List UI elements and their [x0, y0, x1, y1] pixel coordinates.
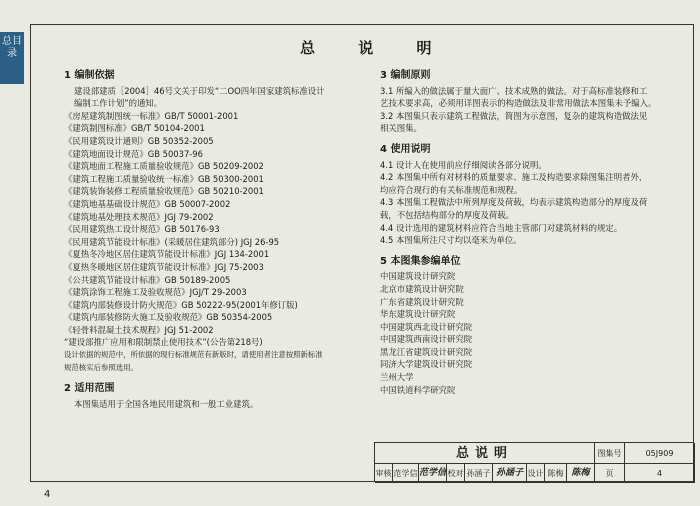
usage-line: 4.4 设计选用的建筑材料应符合当地主管部门对建筑材料的规定。 [380, 222, 623, 233]
standard-item: 《民用建筑节能设计标准》(采暖居住建筑部分) JGJ 26-95 [64, 236, 280, 247]
reviewer-name: 范学信 [393, 464, 419, 483]
titleblock-page-number: 4 [625, 464, 695, 483]
sidetab-contents[interactable]: 总目录 [0, 32, 24, 84]
standard-item: 《建筑地面工程施工质量验收规范》GB 50209-2002 [64, 161, 264, 172]
participating-unit: 黑龙江省建筑设计研究院 [380, 346, 473, 357]
usage-line: 4.1 设计人在使用前应仔细阅读各部分说明。 [380, 159, 547, 170]
page-title: 总 说 明 [300, 39, 451, 57]
section-heading: 1 编制依据 [64, 70, 115, 81]
usage-line: 4.5 本图集所注尺寸均以毫米为单位。 [380, 235, 522, 246]
check-label: 校对 [447, 464, 465, 483]
standard-item: 《建筑工程施工质量验收统一标准》GB 50300-2001 [64, 173, 264, 184]
standard-item: 《夏热冬冷地区居住建筑节能设计标准》JGJ 134-2001 [64, 249, 270, 260]
section-heading: 2 适用范围 [64, 383, 115, 395]
note-line: 设计依据的规范中，所依据的现行标准规范有新版时，请使用者注意按照新标准 [64, 350, 323, 360]
atlas-number: 05J909 [625, 443, 695, 464]
standard-item: 《建筑内部装修防火施工及验收规范》GB 50354-2005 [64, 312, 273, 323]
participating-unit: 中国建筑西北设计研究院 [380, 321, 473, 332]
left-column [64, 70, 325, 410]
section-heading: 3 编制原则 [380, 70, 431, 81]
standard-item: 《房屋建筑制图统一标准》GB/T 50001-2001 [64, 110, 239, 121]
intro-line: 编制工作计划”的通知。 [74, 98, 163, 109]
atlas-label: 图集号 [595, 443, 625, 464]
standard-item: 《建筑装饰装修工程质量验收规范》GB 50210-2001 [64, 186, 264, 197]
usage-line: 4.3 本图集工程做法中所列厚度及荷载，均表示建筑构造部分的厚度及荷 [380, 197, 648, 208]
designer-signature: 陈梅 [567, 464, 595, 483]
standard-item: “建设部推广应用和限制禁止使用技术”(公告第218号) [64, 337, 263, 348]
paragraph: 本图集适用于全国各地民用建筑和一般工业建筑。 [74, 398, 259, 409]
standard-item: 《建筑制图标准》GB/T 50104-2001 [64, 123, 205, 134]
usage-line: 载，不包括结构部分的厚度及荷载。 [380, 209, 514, 220]
standard-item: 《建筑地基处理技术规范》JGJ 79-2002 [64, 211, 214, 222]
page-label: 页 [595, 464, 625, 483]
titleblock-title: 总说明 [375, 443, 595, 464]
section-heading: 5 本图集参编单位 [380, 255, 461, 267]
participating-unit: 北京市建筑设计研究院 [380, 283, 464, 294]
reviewer-signature: 范学信 [419, 464, 447, 483]
standard-item: 《建筑内部装修设计防火规范》GB 50222-95(2001年修订版) [64, 299, 298, 310]
section-heading: 4 使用说明 [380, 143, 431, 155]
participating-unit: 华东建筑设计研究院 [380, 309, 456, 320]
intro-line: 建设部建质［2004］46号文关于印发“二OO四年国家建筑标准设计 [74, 85, 325, 96]
principle-line: 艺技术要求高，必须用详图表示的构造做法及非常用做法本图集未予编入。 [380, 98, 657, 109]
design-label: 设计 [527, 464, 545, 483]
standard-item: 《民用建筑热工设计规范》GB 50176-93 [64, 224, 220, 235]
usage-line: 均应符合现行的有关标准规范和规程。 [380, 184, 523, 195]
standard-item: 《民用建筑设计通则》GB 50352-2005 [64, 135, 214, 146]
standard-item: 《建筑地面设计规范》GB 50037-96 [64, 148, 203, 159]
usage-line: 4.2 本图集中所有对材料的质量要求、施工及构造要求除图集注明者外， [380, 172, 648, 183]
standard-item: 《建筑地基基础设计规范》GB 50007-2002 [64, 198, 231, 209]
participating-unit: 广东省建筑设计研究院 [380, 296, 464, 307]
right-column [380, 70, 656, 396]
checker-name: 孙涵子 [465, 464, 493, 483]
note-line: 规范核实后参照选用。 [64, 362, 138, 372]
page-number: 4 [44, 489, 51, 500]
checker-signature: 孙涵子 [493, 464, 527, 483]
principle-line: 3.1 所编入的做法属于量大面广、技术成熟的做法。对于高标准装修和工 [380, 85, 648, 96]
principle-line: 3.2 本图集只表示建筑工程做法，简图为示意图，复杂的建筑构造做法见 [380, 110, 648, 121]
principle-line: 相关图集。 [380, 123, 422, 134]
title-block [374, 442, 694, 482]
designer-name: 陈梅 [545, 464, 567, 483]
standard-item: 《公共建筑节能设计标准》GB 50189-2005 [64, 274, 231, 285]
review-label: 审核 [375, 464, 393, 483]
standard-item: 《夏热冬暖地区居住建筑节能设计标准》JGJ 75-2003 [64, 261, 264, 272]
participating-unit: 中国建筑设计研究院 [380, 271, 456, 282]
participating-unit: 兰州大学 [380, 372, 414, 383]
standard-item: 《轻骨料混凝土技术规程》JGJ 51-2002 [64, 324, 214, 335]
participating-unit: 同济大学建筑设计研究院 [380, 359, 473, 370]
participating-unit: 中国建筑西南设计研究院 [380, 334, 473, 345]
standard-item: 《建筑涂饰工程施工及验收规范》JGJ/T 29-2003 [64, 287, 247, 298]
participating-unit: 中国铁道科学研究院 [380, 384, 456, 395]
